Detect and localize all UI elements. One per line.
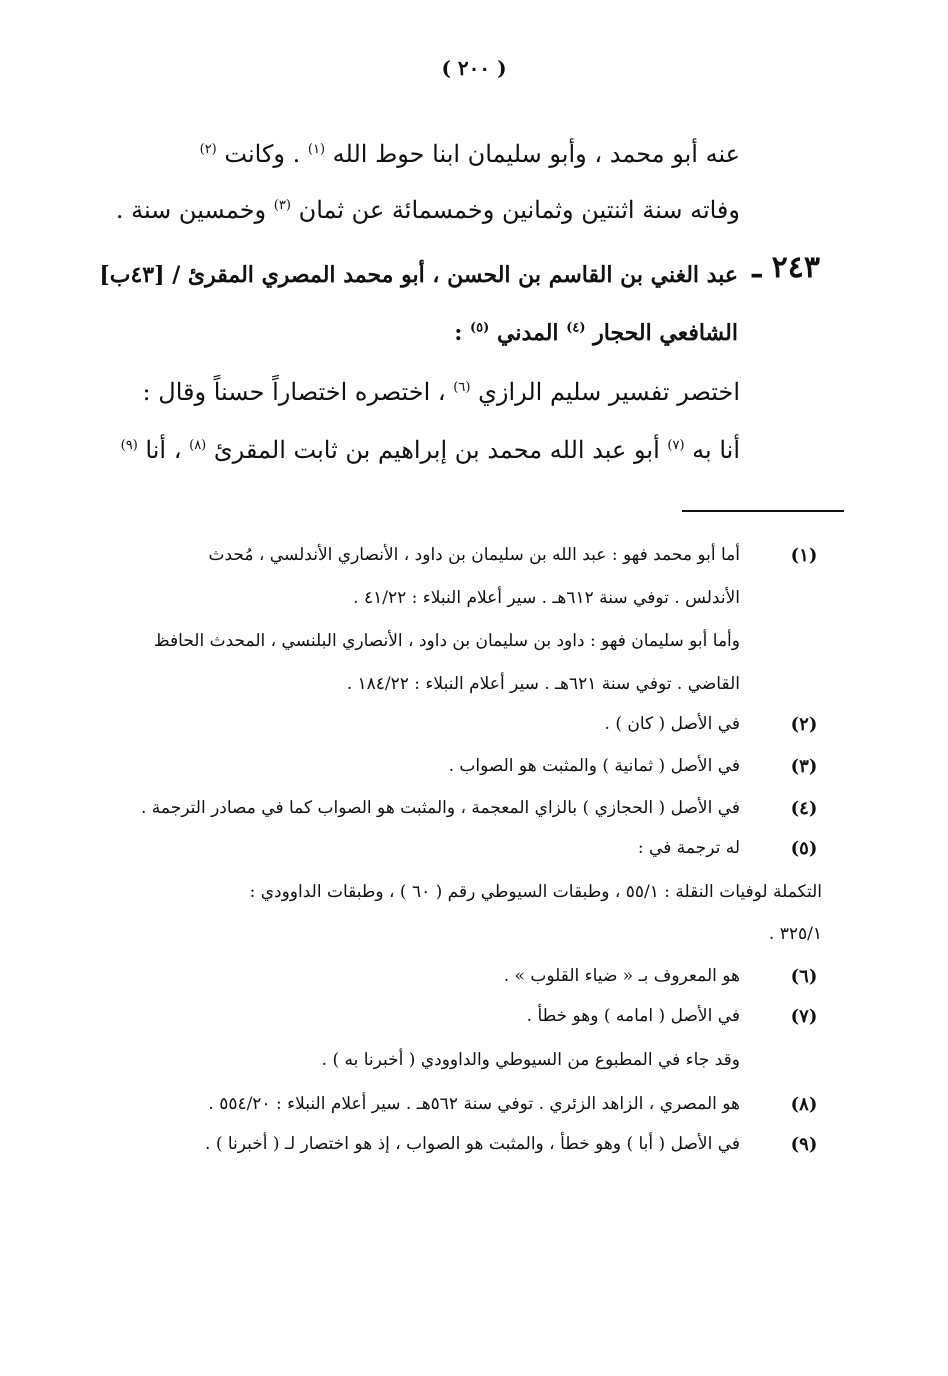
body-line-1 (200, 140, 740, 168)
entry-heading-line-1: عبد الغني بن القاسم بن الحسن ، أبو محمد المصري المقرئ / [٤٣ب] (99, 262, 738, 288)
entry-text: : (454, 320, 463, 346)
body-text: ، أنا (145, 436, 182, 464)
footnote-number: (٤) (790, 798, 818, 819)
footnote-number: (١) (790, 545, 818, 566)
footnote-line: في الأصل ( ثمانية ) والمثبت هو الصواب . (448, 756, 740, 776)
body-text: وفاته سنة اثنتين وثمانين وخمسمائة عن ثمان (298, 196, 740, 224)
footnote-ref: (٥) (470, 320, 490, 336)
body-line-2 (116, 196, 740, 224)
footnote-line: هو المصري ، الزاهد الزئري . توفي سنة ٥٦٢هـ . سير أعلام النبلاء : ٥٥٤/٢٠ . (208, 1094, 740, 1114)
footnote-number: (٦) (790, 966, 818, 987)
body-text: . وكانت (224, 140, 301, 168)
footnote-line: التكملة لوفيات النقلة : ٥٥/١ ، وطبقات السيوطي رقم ( ٦٠ ) ، وطبقات الداوودي : (249, 882, 822, 902)
footnote-line: الأندلس . توفي سنة ٦١٢هـ . سير أعلام النبلاء : ٤١/٢٢ . (353, 588, 740, 608)
footnote-line: ٣٢٥/١ . (768, 924, 822, 944)
footnote-line: القاضي . توفي سنة ٦٢١هـ . سير أعلام النبلاء : ١٨٤/٢٢ . (346, 674, 740, 694)
body-line-5 (143, 378, 740, 406)
footnote-number: (٧) (790, 1006, 818, 1027)
entry-number: ٢٤٣ ـ (752, 250, 820, 285)
entry-text: الشافعي الحجار (593, 320, 738, 346)
footnote-line: وقد جاء في المطبوع من السيوطي والداوودي ( أخبرنا به ) . (321, 1050, 740, 1070)
footnote-ref: (٨) (189, 438, 207, 453)
footnote-ref: (١) (307, 142, 326, 157)
footnote-number: (٢) (790, 714, 818, 735)
footnote-ref: (٤) (566, 320, 586, 336)
footnote-ref: (٧) (667, 438, 685, 453)
entry-heading-line-2 (454, 320, 738, 346)
footnote-line: وأما أبو سليمان فهو : داود بن سليمان بن داود ، الأنصاري البلنسي ، المحدث الحافظ (153, 631, 740, 651)
footnote-line: في الأصل ( امامه ) وهو خطأ . (526, 1006, 740, 1026)
footnote-number: (٨) (790, 1094, 818, 1115)
footnote-line: هو المعروف بـ « ضياء القلوب » . (503, 966, 740, 986)
footnote-line: في الأصل ( أبا ) وهو خطأ ، والمثبت هو الصواب ، إذ هو اختصار لـ ( أخبرنا ) . (205, 1134, 740, 1154)
footnote-number: (٣) (790, 756, 818, 777)
footnote-number: (٥) (790, 838, 818, 859)
body-text: عنه أبو محمد ، وأبو سليمان ابنا حوط الله (332, 140, 740, 168)
footnote-ref: (٣) (273, 198, 291, 213)
body-text: أبو عبد الله محمد بن إبراهيم بن ثابت المقرئ (213, 436, 660, 464)
body-text: ، اختصره اختصاراً حسناً وقال : (142, 378, 446, 406)
body-text: اختصر تفسير سليم الرازي (478, 378, 740, 406)
page-number: ( ٢٠٠ ) (441, 56, 507, 80)
footnote-line: أما أبو محمد فهو : عبد الله بن سليمان بن داود ، الأنصاري الأندلسي ، مُحدث (208, 545, 740, 565)
footnote-line: في الأصل ( الحجازي ) بالزاي المعجمة ، والمثبت هو الصواب كما في مصادر الترجمة . (141, 798, 740, 818)
footnote-line: له ترجمة في : (637, 838, 740, 858)
footnote-line: في الأصل ( كان ) . (604, 714, 740, 734)
body-line-6 (121, 436, 740, 464)
footnote-ref: (٩) (120, 438, 138, 453)
footnote-ref: (٦) (453, 380, 471, 395)
body-text: وخمسين سنة . (115, 196, 267, 224)
footnote-separator (682, 510, 844, 512)
body-text: أنا به (692, 436, 740, 464)
footnote-ref: (٢) (199, 142, 217, 157)
footnote-number: (٩) (790, 1134, 818, 1155)
entry-text: المدني (496, 320, 559, 346)
